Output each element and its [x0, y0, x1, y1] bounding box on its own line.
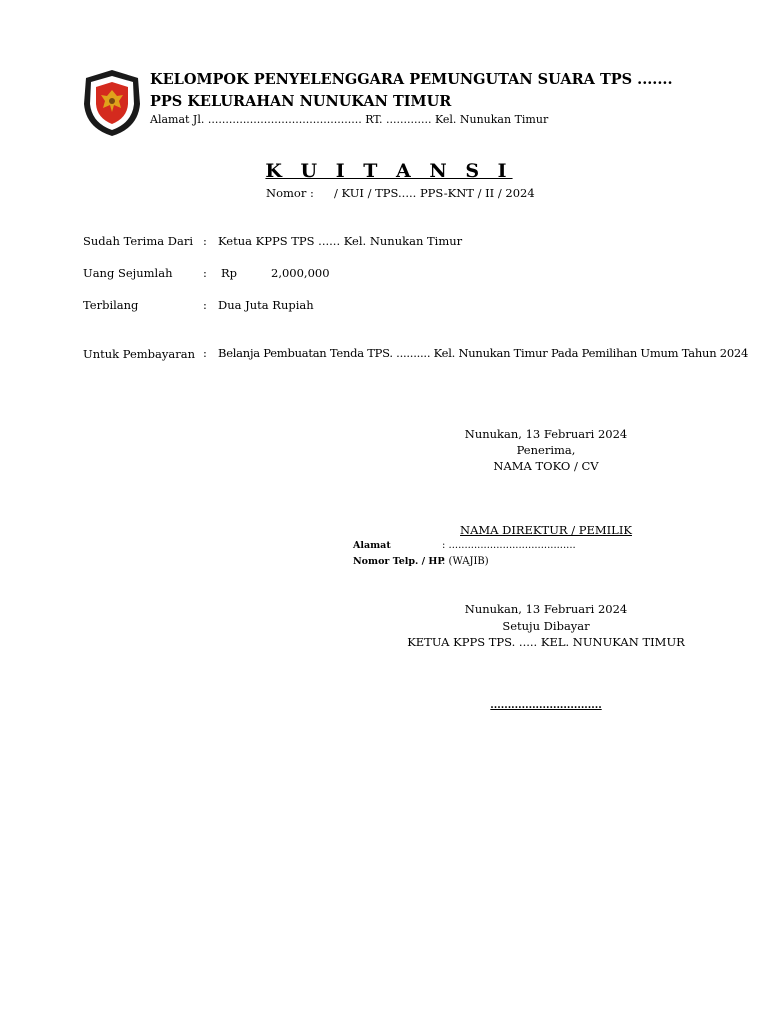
- receiver-name: NAMA TOKO / CV: [493, 459, 599, 473]
- untuk-label: Untuk Pembayaran: [83, 347, 196, 361]
- kpu-logo: [80, 68, 144, 138]
- uang-value: 2,000,000: [271, 266, 330, 280]
- sudah-terima-value: Ketua KPPS TPS ...... Kel. Nunukan Timur: [218, 234, 463, 248]
- alamat-label: Alamat: [353, 540, 391, 551]
- colon: :: [203, 234, 207, 248]
- receiver-role: Penerima,: [516, 443, 576, 457]
- telp-value: : (WAJIB): [442, 556, 489, 567]
- document-title: K U I T A N S I: [265, 160, 513, 182]
- nomor-label: Nomor :: [266, 186, 314, 200]
- telp-label: Nomor Telp. / HP: [353, 556, 445, 567]
- uang-currency: Rp: [221, 266, 238, 280]
- alamat-value: : ........................................: [442, 540, 576, 551]
- approver-date: Nunukan, 13 Februari 2024: [464, 602, 628, 616]
- receiver-director: NAMA DIREKTUR / PEMILIK: [460, 523, 632, 537]
- receiver-date: Nunukan, 13 Februari 2024: [464, 427, 628, 441]
- colon: :: [203, 298, 207, 312]
- nomor-value: / KUI / TPS..... PPS-KNT / II / 2024: [334, 186, 535, 200]
- approver-role: Setuju Dibayar: [502, 619, 590, 633]
- terbilang-value: Dua Juta Rupiah: [218, 298, 314, 312]
- org-subtitle: PPS KELURAHAN NUNUKAN TIMUR: [150, 93, 452, 110]
- approver-title: KETUA KPPS TPS. ..... KEL. NUNUKAN TIMUR: [407, 635, 685, 649]
- terbilang-label: Terbilang: [83, 298, 139, 312]
- org-address: Alamat Jl. ............................................ RT. ............. Kel. Nunukan Timur: [150, 113, 549, 126]
- org-name: KELOMPOK PENYELENGGARA PEMUNGUTAN SUARA TPS .......: [150, 71, 673, 88]
- approver-signature-line: ................................: [490, 700, 602, 711]
- untuk-value: Belanja Pembuatan Tenda TPS. .......... Kel. Nunukan Timur Pada Pemilihan Umum Tahun 2024: [218, 346, 749, 360]
- colon: :: [203, 266, 207, 280]
- sudah-terima-label: Sudah Terima Dari: [83, 234, 193, 248]
- uang-label: Uang Sejumlah: [83, 266, 173, 280]
- colon: :: [203, 346, 207, 360]
- kpu-emblem-icon: [80, 68, 144, 138]
